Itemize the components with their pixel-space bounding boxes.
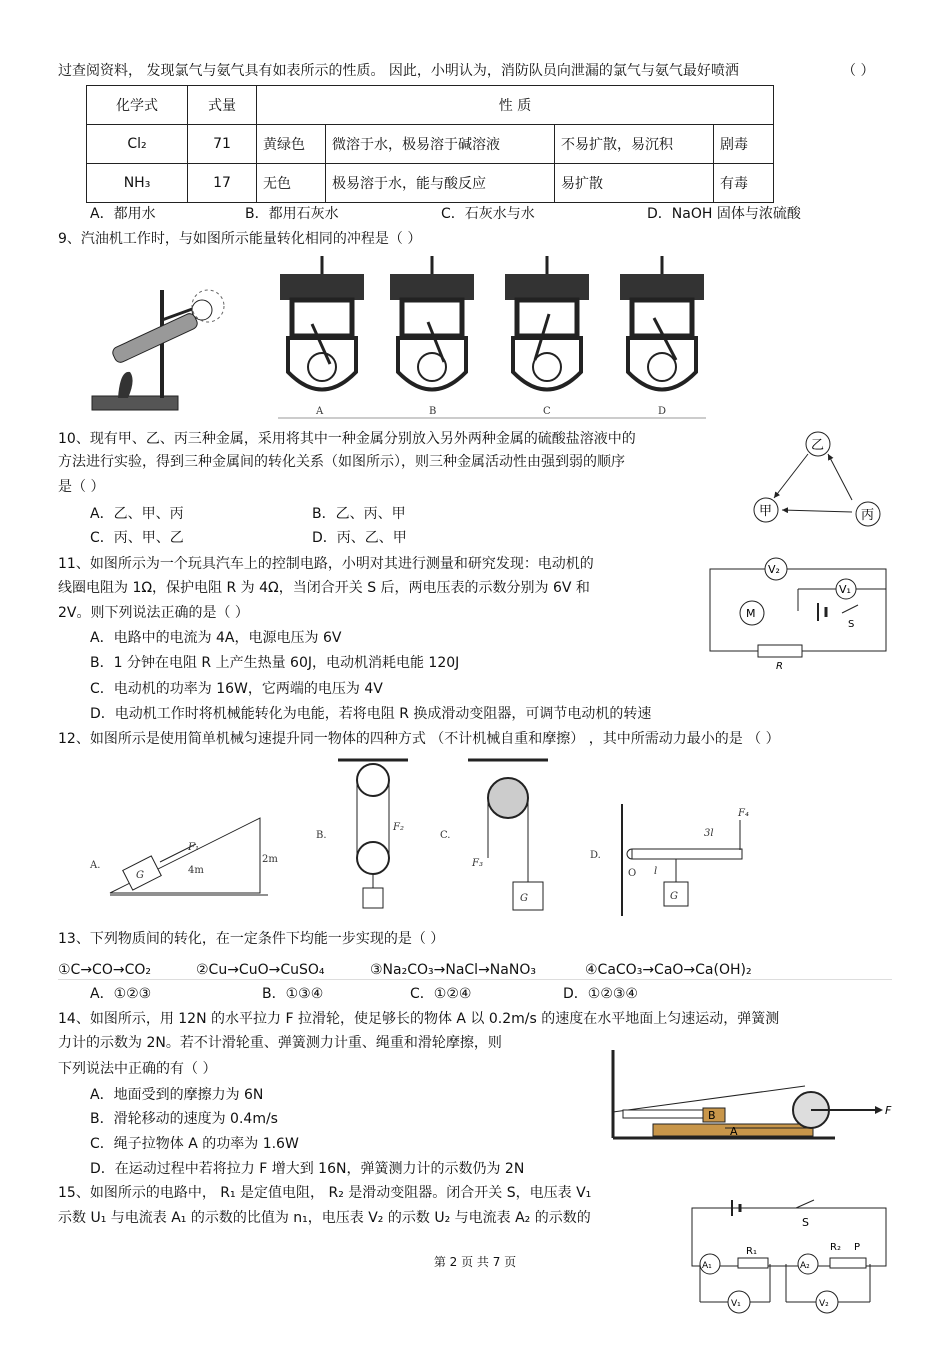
q11-stem-line: 线圈电阻为 1Ω，保护电阻 R 为 4Ω，当闭合开关 S 后，两电压表的示数分别为 6V 和 (58, 580, 590, 596)
q8-stem: 过查阅资料， 发现氯气与氨气具有如表所示的性质。 因此，小明认为，消防队员向泄漏的氯气与氨气最好喷洒 (58, 63, 739, 79)
v2-label: V₂ (819, 1299, 829, 1309)
property-table (86, 85, 774, 203)
label-block-a: A (730, 1125, 738, 1138)
q9-stem: 9、汽油机工作时，与如图所示能量转化相同的冲程是（ ） (58, 231, 422, 247)
q13-item: ③Na₂CO₃→NaCl→NaNO₃ (370, 962, 536, 978)
engine-strokes-figure (278, 252, 708, 422)
label-g: G (136, 870, 144, 881)
q8-option-d[interactable]: D．NaOH 固体与浓硫酸 (647, 206, 801, 222)
table-row (87, 164, 774, 203)
r1-label: R₁ (746, 1246, 757, 1257)
table-cell: 有毒 (714, 164, 774, 203)
q14-option-b[interactable]: B．滑轮移动的速度为 0.4m/s (90, 1111, 278, 1127)
v1-label: V₁ (731, 1299, 741, 1309)
metal-triangle-diagram (748, 428, 888, 528)
label-o: O (628, 868, 637, 879)
q11-option-c[interactable]: C．电动机的功率为 16W，它两端的电压为 4V (90, 681, 383, 697)
engine-label: D (658, 406, 667, 417)
q13-option-b[interactable]: B．①③④ (262, 986, 324, 1002)
v1-label: V₁ (839, 583, 851, 596)
q12-stem: 12、如图所示是使用简单机械匀速提升同一物体的四种方式 （不计机械自重和摩擦） ，其中所需动力最小的是 （ ） (58, 731, 780, 747)
label-block-b: B (708, 1109, 716, 1122)
table-header: 性 质 (257, 86, 774, 125)
q10-stem-line: 方法进行实验，得到三种金属间的转化关系（如图所示），则三种金属活动性由强到弱的顺序 (58, 454, 625, 470)
table-header: 化学式 (87, 86, 188, 125)
q14-option-a[interactable]: A．地面受到的摩擦力为 6N (90, 1087, 264, 1103)
label-f4: F₄ (738, 808, 749, 819)
label-2m: 2m (262, 854, 278, 865)
label-g: G (670, 891, 678, 902)
q14-option-d[interactable]: D．在运动过程中若将拉力 F 增大到 16N，弹簧测力计的示数仍为 2N (90, 1161, 525, 1177)
motor-label: M (746, 607, 756, 620)
table-cell: 71 (188, 125, 257, 164)
engine-d (620, 256, 704, 390)
a2-label: A₂ (800, 1261, 810, 1271)
q10-stem-line: 是（ ） (58, 479, 105, 495)
page-footer: 第 2 页 共 7 页 (433, 1255, 517, 1269)
table-cell: 微溶于水，极易溶于碱溶液 (326, 125, 555, 164)
q15-stem-line: 示数 U₁ 与电流表 A₁ 的示数的比值为 n₁，电压表 V₂ 的示数 U₂ 与电流表 A₂ 的示数的 (58, 1210, 591, 1226)
engine-b (390, 256, 474, 390)
q13-stem: 13、下列物质间的转化，在一定条件下均能一步实现的是（ ） (58, 931, 445, 947)
q11-stem-line: 2V。则下列说法正确的是（ ） (58, 605, 249, 621)
q11-option-d[interactable]: D．电动机工作时将机械能转化为电能，若将电阻 R 换成滑动变阻器，可调节电动机的转速 (90, 706, 652, 722)
pulley-spring-figure (605, 1048, 895, 1143)
engine-label: B (429, 406, 437, 417)
label-l: l (654, 866, 658, 877)
q14-option-c[interactable]: C．绳子拉物体 A 的功率为 1.6W (90, 1136, 299, 1152)
table-header: 式量 (188, 86, 257, 125)
q13-option-a[interactable]: A．①②③ (90, 986, 152, 1002)
q8-option-b[interactable]: B．都用石灰水 (245, 206, 339, 222)
fig-label: B. (316, 830, 327, 841)
simple-machines-figure (88, 758, 918, 918)
label-f1: F₁ (188, 842, 199, 853)
fig-label: D. (590, 850, 601, 861)
label-f: F (885, 1104, 892, 1117)
q10-option-d[interactable]: D．丙、乙、甲 (312, 530, 407, 546)
motor-circuit-diagram (708, 555, 890, 670)
q13-item: ②Cu→CuO→CuSO₄ (196, 962, 325, 978)
q14-stem-line: 14、如图所示，用 12N 的水平拉力 F 拉滑轮，使足够长的物体 A 以 0.2m/s 的速度在水平地面上匀速运动，弹簧测 (58, 1011, 780, 1027)
table-cell: 极易溶于水，能与酸反应 (326, 164, 555, 203)
q11-option-a[interactable]: A．电路中的电流为 4A，电源电压为 6V (90, 630, 342, 646)
engine-c (505, 256, 589, 390)
label-3l: 3l (704, 828, 714, 839)
v2-label: V₂ (768, 563, 780, 576)
p-label: P (854, 1242, 861, 1253)
engine-label: A (316, 406, 324, 417)
node-jia: 甲 (759, 504, 773, 519)
label-f3: F₃ (472, 858, 483, 869)
q14-stem-line: 下列说法中正确的有（ ） (58, 1061, 217, 1077)
table-cell: NH₃ (87, 164, 188, 203)
q8-answer-paren: （ ） (842, 63, 875, 79)
resistor-label: R (776, 661, 783, 672)
node-yi: 乙 (811, 438, 825, 453)
q10-stem-line: 10、现有甲、乙、丙三种金属，采用将其中一种金属分别放入另外两种金属的硫酸盐溶液中的 (58, 431, 636, 447)
table-cell: 17 (188, 164, 257, 203)
table-cell: 易扩散 (555, 164, 714, 203)
engine-a (280, 256, 364, 390)
table-cell: 黄绿色 (257, 125, 326, 164)
q14-stem-line: 力计的示数为 2N。若不计滑轮重、弹簧测力计重、绳重和滑轮摩擦，则 (58, 1035, 502, 1051)
q11-stem-line: 11、如图所示为一个玩具汽车上的控制电路，小明对其进行测量和研究发现：电动机的 (58, 556, 594, 572)
q10-option-c[interactable]: C．丙、甲、乙 (90, 530, 184, 546)
table-cell: 剧毒 (714, 125, 774, 164)
heating-tube-figure (90, 280, 230, 420)
q8-option-c[interactable]: C．石灰水与水 (441, 206, 535, 222)
q13-option-d[interactable]: D．①②③④ (563, 986, 638, 1002)
switch-label: S (802, 1216, 809, 1229)
table-row (87, 125, 774, 164)
q13-option-c[interactable]: C．①②④ (410, 986, 472, 1002)
q10-option-b[interactable]: B．乙、丙、甲 (312, 506, 406, 522)
node-bing: 丙 (861, 508, 875, 523)
label-g: G (520, 893, 528, 904)
fig-label: C. (440, 830, 451, 841)
label-f2: F₂ (393, 822, 404, 833)
q13-item: ①C→CO→CO₂ (58, 962, 151, 978)
fig-label: A. (90, 860, 101, 871)
q15-stem-line: 15、如图所示的电路中， R₁ 是定值电阻， R₂ 是滑动变阻器。闭合开关 S，电压表 V₁ (58, 1185, 592, 1201)
divider (58, 979, 892, 980)
r2-label: R₂ (830, 1242, 841, 1253)
q11-option-b[interactable]: B．1 分钟在电阻 R 上产生热量 60J，电动机消耗电能 120J (90, 655, 460, 671)
table-cell: Cl₂ (87, 125, 188, 164)
switch-label: S (848, 619, 855, 630)
table-cell: 无色 (257, 164, 326, 203)
q13-item: ④CaCO₃→CaO→Ca(OH)₂ (585, 962, 752, 978)
table-cell: 不易扩散，易沉积 (555, 125, 714, 164)
a1-label: A₁ (702, 1261, 712, 1271)
q8-option-a[interactable]: A．都用水 (90, 206, 156, 222)
engine-label: C (543, 406, 551, 417)
q10-option-a[interactable]: A．乙、甲、丙 (90, 506, 184, 522)
label-4m: 4m (188, 865, 204, 876)
